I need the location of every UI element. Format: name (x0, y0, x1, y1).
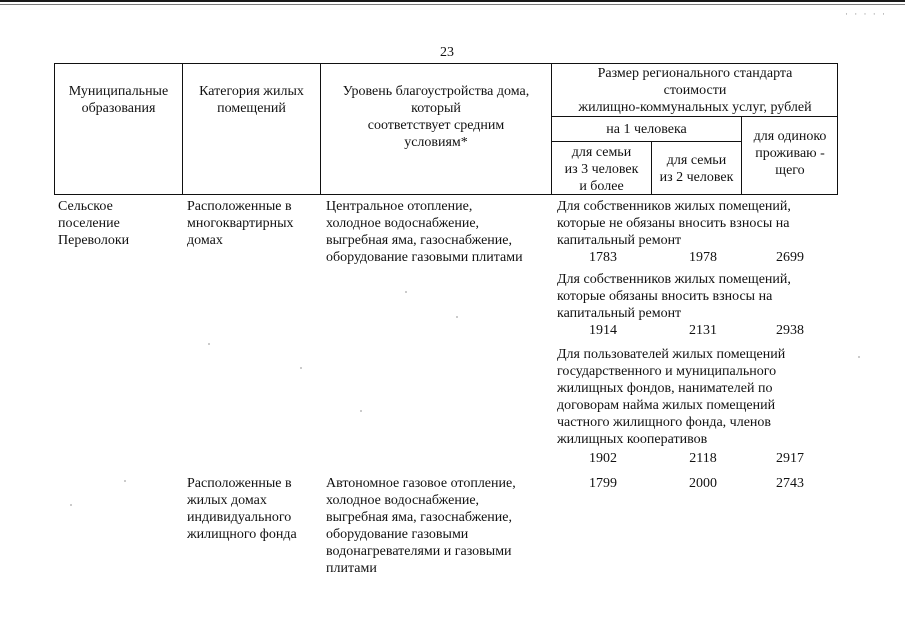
category-line: Расположенные в (187, 199, 292, 214)
scan-speck (858, 356, 860, 358)
header-single (742, 128, 838, 179)
header-level-line: соответствует средним (367, 118, 505, 133)
group1-title-line: капитальный ремонт (557, 233, 682, 248)
group3-value-single: 2917 (776, 451, 804, 466)
header-family2-line: из 2 человек (659, 170, 734, 185)
header-family3-line: для семьи (571, 145, 632, 160)
header-size (552, 65, 838, 116)
header-category (183, 83, 320, 117)
group1-value-single: 2699 (776, 250, 804, 265)
group2-value-single: 2938 (776, 323, 804, 338)
header-single-line: проживаю - (755, 146, 825, 161)
header-family2 (652, 152, 741, 186)
category-line: жилищного фонда (187, 527, 297, 542)
scan-speck (124, 480, 126, 482)
category-individual-houses (187, 475, 297, 543)
group2-value-family3: 1914 (589, 323, 617, 338)
level-line: водонагревателями и газовыми (326, 544, 512, 559)
header-size-line: стоимости (663, 83, 727, 98)
header-category-line: помещений (217, 101, 286, 116)
group1-title-line: которые не обязаны вносить взносы на (557, 216, 790, 231)
group3-title (557, 346, 785, 448)
level-line: плитами (326, 561, 377, 576)
group1-title (557, 198, 791, 249)
header-level (321, 83, 551, 151)
header-category-line: Категория жилых (199, 84, 304, 99)
header-level-line: условиям* (404, 135, 468, 150)
group3-value-family3: 1902 (589, 451, 617, 466)
row2-value-family3: 1799 (589, 476, 617, 491)
page-number: 23 (440, 45, 454, 60)
scan-speck (208, 343, 210, 345)
scan-top-border-thin (0, 4, 905, 5)
category-apartments (187, 198, 294, 249)
level-line: Автономное газовое отопление, (326, 476, 516, 491)
header-family3-line: и более (579, 179, 624, 194)
group1-title-line: Для собственников жилых помещений, (557, 199, 791, 214)
scan-speck (405, 291, 407, 293)
category-line: жилых домах (187, 493, 267, 508)
group3-title-line: Для пользователей жилых помещений (557, 347, 786, 362)
header-rule-size (551, 116, 838, 117)
municipality-line: Переволоки (58, 233, 130, 248)
header-per-person: на 1 человека (606, 122, 687, 137)
row2-value-single: 2743 (776, 476, 804, 491)
header-single-line: щего (775, 163, 805, 178)
level-line: холодное водоснабжение, (326, 216, 480, 231)
group3-title-line: жилищных кооперативов (557, 432, 708, 447)
header-size-line: жилищно-коммунальных услуг, рублей (578, 100, 812, 115)
category-line: индивидуального (187, 510, 292, 525)
group2-title-line: Для собственников жилых помещений, (557, 272, 791, 287)
header-family2-line: для семьи (666, 153, 727, 168)
group1-value-family2: 1978 (689, 250, 717, 265)
level-line: холодное водоснабжение, (326, 493, 480, 508)
municipality-line: Сельское (58, 199, 113, 214)
group2-value-family2: 2131 (689, 323, 717, 338)
header-family3 (552, 144, 651, 195)
header-rule-per-person (551, 141, 741, 142)
level-line: Центральное отопление, (326, 199, 473, 214)
category-line: Расположенные в (187, 476, 292, 491)
header-municipal (55, 83, 182, 117)
header-level-line: который (411, 101, 461, 116)
group3-title-line: частного жилищного фонда, членов (557, 415, 772, 430)
group1-value-family3: 1783 (589, 250, 617, 265)
header-single-line: для одиноко (753, 129, 827, 144)
level-line: выгребная яма, газоснабжение, (326, 233, 513, 248)
scan-speck (300, 367, 302, 369)
group2-title-line: капитальный ремонт (557, 306, 682, 321)
scan-speck (360, 410, 362, 412)
level-line: оборудование газовыми плитами (326, 250, 523, 265)
municipality-name (58, 198, 129, 249)
group3-title-line: государственного и муниципального (557, 364, 777, 379)
group3-title-line: жилищных фондов, нанимателей по (557, 381, 773, 396)
scan-top-border (0, 0, 905, 2)
group2-title (557, 271, 791, 322)
group3-value-family2: 2118 (689, 451, 717, 466)
scan-speck (456, 316, 458, 318)
scan-speck (70, 504, 72, 506)
header-municipal-line: Муниципальные (68, 84, 169, 99)
header-level-line: Уровень благоустройства дома, (342, 84, 530, 99)
header-size-line: Размер регионального стандарта (597, 66, 793, 81)
group3-title-line: договорам найма жилых помещений (557, 398, 776, 413)
header-family3-line: из 3 человек (564, 162, 639, 177)
municipality-line: поселение (58, 216, 120, 231)
header-municipal-line: образования (81, 101, 156, 116)
level-line: выгребная яма, газоснабжение, (326, 510, 513, 525)
group2-title-line: которые обязаны вносить взносы на (557, 289, 773, 304)
scan-specks: · · · · · (845, 9, 887, 19)
category-line: домах (187, 233, 223, 248)
level-line: оборудование газовыми (326, 527, 469, 542)
category-line: многоквартирных (187, 216, 294, 231)
level-individual-houses (326, 475, 516, 577)
row2-value-family2: 2000 (689, 476, 717, 491)
level-apartments (326, 198, 523, 266)
